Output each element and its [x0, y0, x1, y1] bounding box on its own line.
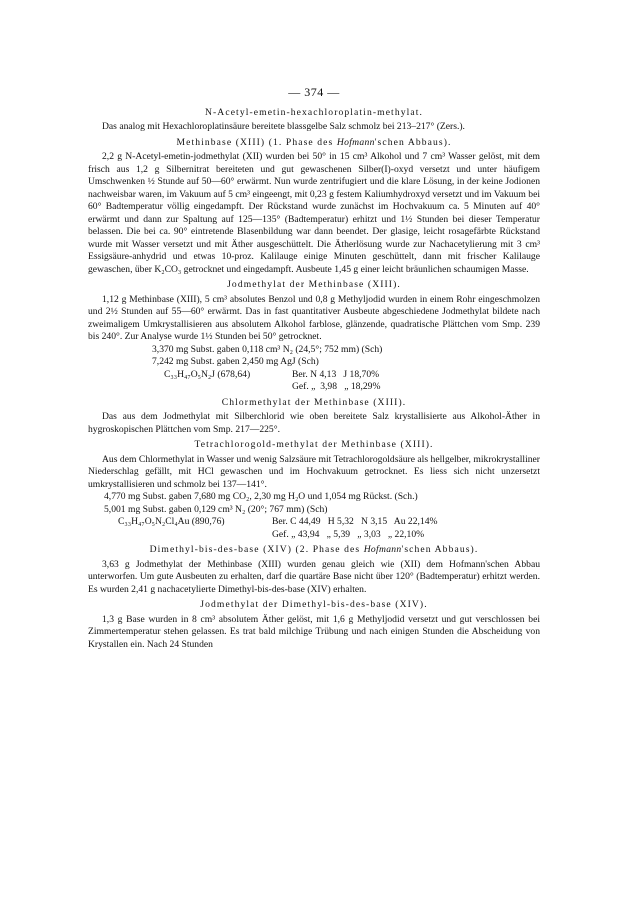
paragraph: 1,12 g Methinbase (XIII), 5 cm³ absolutes Benzol und 0,8 g Methyljodid wurden in einem Rohr eingeschmolzen und 2½ Stunden auf 55—60° erwärmt. Das in fast quantitativer Ausbeute abgeschiedene Jodmethylat bildete nach zweimaligem Umkrystallisieren aus absolutem Alkohol farblose, glänzende, quadratische Plättchen vom Smp. 239 bis 240°. Zur Analyse wurde 1½ Stunden bei 50° getrocknet.	[88, 293, 540, 342]
analysis-line: 4,770 mg Subst. gaben 7,680 mg CO₂, 2,30 mg H₂O und 1,054 mg Rückst. (Sch.)	[104, 491, 418, 502]
paragraph: 2,2 g N-Acetyl-emetin-jodmethylat (XII) wurden bei 50° in 15 cm³ Alkohol und 7 cm³ Wasser gelöst, mit dem frisch aus 1,2 g Silbernitrat bereiteten und gut gewaschenen Silber(I)-oxyd versetzt und unter häufigem Umschwenken ½ Stunde auf 50—60° erwärmt. Nun wurde zentrifugiert und die klare Lösung, in der keine Jodionen nachweisbar waren, im Vakuum auf 5 cm³ eingeengt, mit 0,23 g festem Kaliumhydroxyd versetzt und im Vakuum bei 60° Badtemperatur völlig eingedampft. Der Rückstand wurde zunächst im Hochvakuum ca. 5 Minuten auf 40° erwärmt und dann zur Spaltung auf 125—135° (Badtemperatur) erhitzt und 1½ Stunden bei dieser Temperatur belassen. Die bei ca. 90° eintretende Blasenbildung war dann beendet. Der glasige, leicht rosagefärbte Rückstand wurde mit Wasser versetzt und mit Äther ausgeschüttelt. Die Ätherlösung wurde zur Nachacetylierung mit 3 cm³ Essigsäure-anhydrid und etwas 10-proz. Kalilauge einige Minuten geschüttelt, dann mit frischer Kalilauge gewaschen, über K₂CO₃ getrocknet und eingedampft. Ausbeute 1,45 g einer leicht bräunlichen schaumigen Masse.	[88, 151, 540, 275]
formula	[164, 381, 292, 394]
section-heading: Tetrachlorogold-methylat der Methinbase (XIII).	[194, 439, 434, 450]
heading-italic-name: Hofmann	[363, 544, 402, 555]
formula: C₃₃H₄₇O₅N₂Cl₄Au (890,76)	[118, 516, 225, 527]
paragraph: Das analog mit Hexachloroplatinsäure bereitete blassgelbe Salz schmolz bei 213–217° (Zers.).	[102, 121, 465, 132]
paragraph: 1,3 g Base wurden in 8 cm³ absolutem Äther gelöst, mit 1,6 g Methyljodid versetzt und gut verschlossen bei Zimmertemperatur stehen gelassen. Es trat bald milchige Trübung und nach einigen Stunden die Abscheidung von Krystallen ein. Nach 24 Stunden	[88, 613, 540, 650]
paragraph: 3,63 g Jodmethylat der Methinbase (XIII) wurden genau gleich wie (XII) dem Hofmann'schen Abbau unterworfen. Um gute Ausbeuten zu erhalten, darf die quartäre Base nicht über 120° (Badtemperatur) erhitzt werden. Es wurden 2,41 g nachacetylierte Dimethyl-bis-des-base (XIV) erhalten.	[88, 558, 540, 595]
heading-text: Dimethyl-bis-des-base (XIV) (2. Phase des	[149, 544, 364, 555]
formula	[118, 529, 272, 542]
section-heading: Jodmethylat der Methinbase (XIII).	[227, 279, 401, 290]
section-heading	[88, 544, 540, 557]
heading-text: 'schen Abbaus).	[401, 544, 479, 555]
page-number: — 374 —	[288, 85, 340, 99]
section-heading: Chlormethylat der Methinbase (XIII).	[221, 396, 407, 408]
formula-values: Ber. N 4,13 J 18,70%	[292, 368, 380, 380]
heading-text: 'schen Abbaus).	[374, 136, 452, 148]
paragraph: Aus dem Chlormethylat in Wasser und wenig Salzsäure mit Tetrachlorogoldsäure als hellgelber, mikrokrystalliner Niederschlag gefällt, mit HCl gewaschen und im Hochvakuum getrocknet. Es liess sich nicht unzersetzt umkrystallisieren und schmolz bei 137—141°.	[88, 453, 540, 490]
section-heading	[88, 137, 540, 150]
section-heading: Jodmethylat der Dimethyl-bis-des-base (XIV).	[200, 599, 428, 610]
formula-row	[118, 529, 540, 542]
analysis-line: 5,001 mg Subst. gaben 0,129 cm³ N₂ (20°; 767 mm) (Sch)	[104, 503, 328, 515]
section-heading: N-Acetyl-emetin-hexachloroplatin-methylat.	[204, 106, 424, 118]
formula: C₃₃H₄₇O₅N₂J (678,64)	[164, 368, 251, 380]
formula-values: Gef. „ 43,94 „ 5,39 „ 3,03 „ 22,10%	[272, 528, 425, 540]
formula-row	[118, 516, 540, 529]
formula-row	[164, 381, 540, 394]
formula-row	[164, 369, 540, 382]
formula-values: Gef. „ 3,98 „ 18,29%	[292, 381, 381, 392]
paragraph: Das aus dem Jodmethylat mit Silberchlorid wie oben bereitete Salz krystallisierte aus Alkohol-Äther in hygroskopischen Plättchen vom Smp. 217—225°.	[88, 411, 540, 435]
heading-text: Methinbase (XIII) (1. Phase des	[176, 136, 337, 148]
analysis-line: 3,370 mg Subst. gaben 0,118 cm³ N₂ (24,5°; 752 mm) (Sch)	[152, 343, 383, 355]
page	[88, 86, 540, 651]
heading-italic-name: Hofmann	[336, 136, 375, 148]
formula-values: Ber. C 44,49 H 5,32 N 3,15 Au 22,14%	[272, 516, 438, 527]
analysis-line: 7,242 mg Subst. gaben 2,450 mg AgJ (Sch)	[152, 356, 319, 367]
